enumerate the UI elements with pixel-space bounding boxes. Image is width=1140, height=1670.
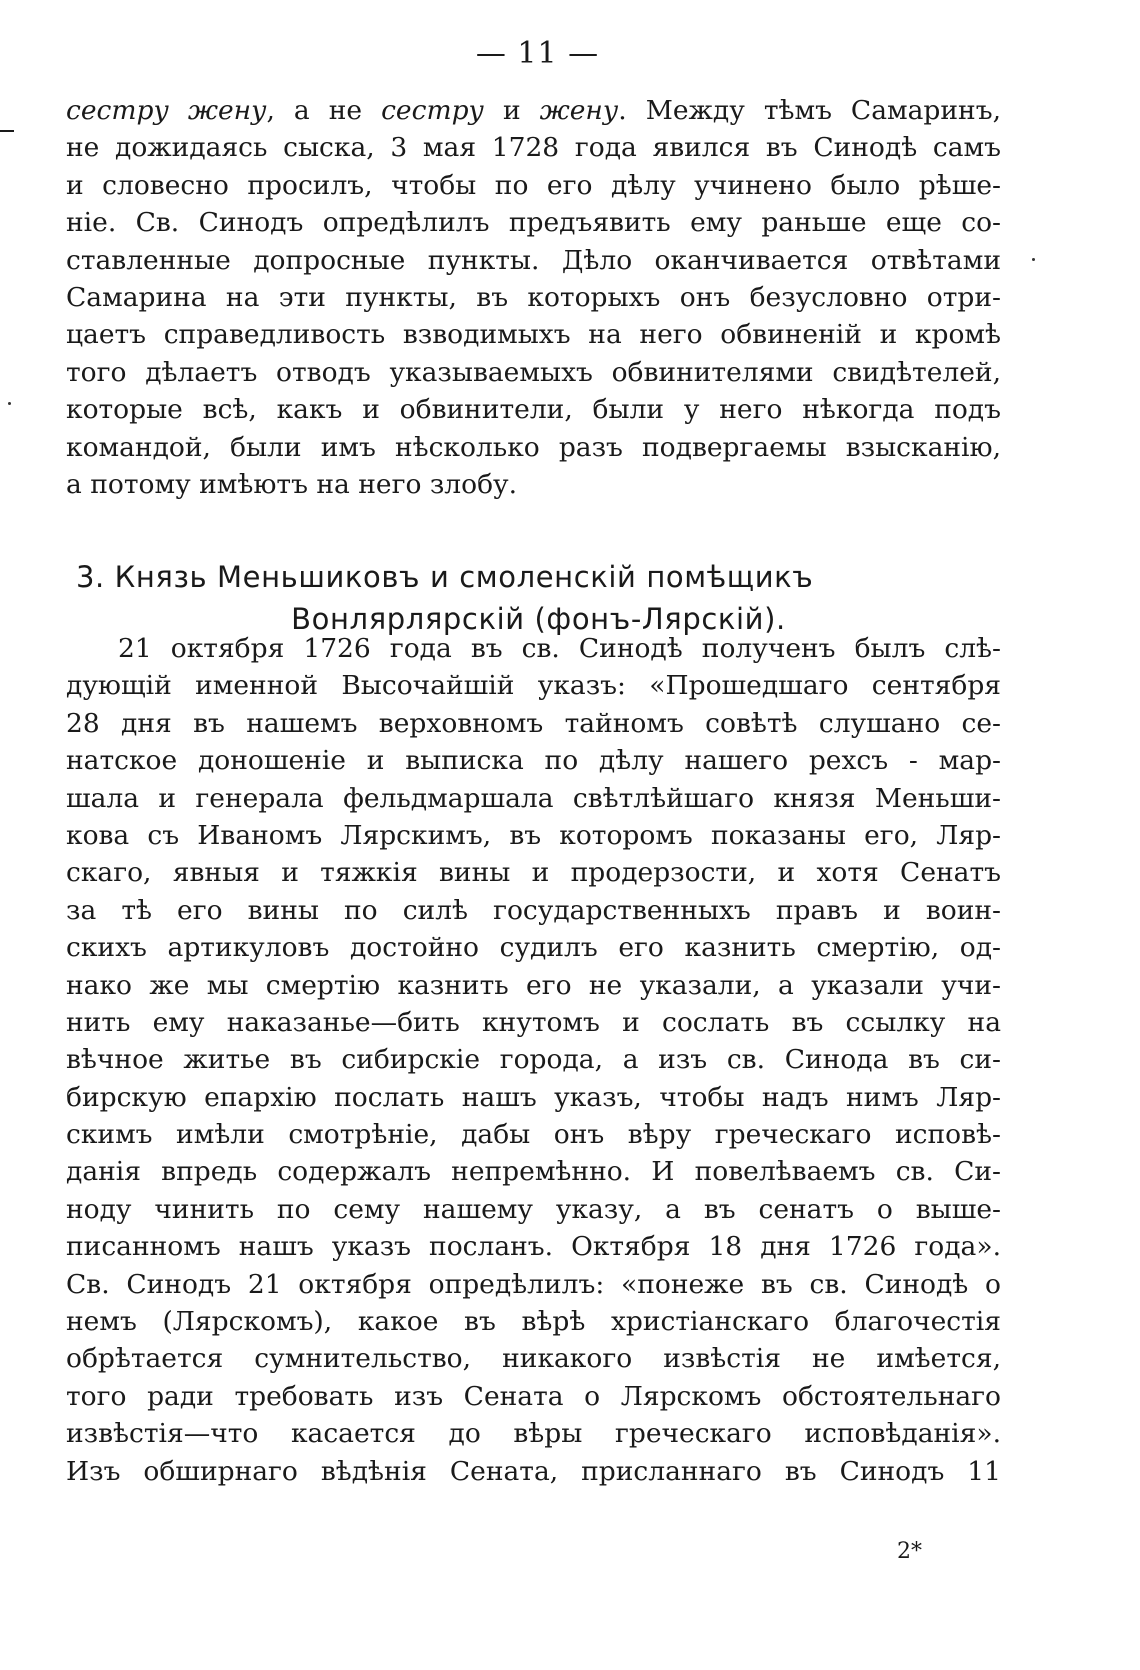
text-line: того ради требовать изъ Сената о Лярскомъ обстоятельнаго — [66, 1380, 1001, 1412]
text-line: Св. Синодъ 21 октября опредѣлилъ: «понеже въ св. Синодѣ о — [66, 1268, 1001, 1300]
italic-phrase: сестру жену — [66, 95, 267, 126]
text-line: натское доношеніе и выписка по дѣлу нашего рехсъ - мар- — [66, 745, 1001, 777]
text-line: извѣстія—что касается до вѣры греческаго исповѣданія». — [66, 1418, 1001, 1450]
section-heading — [66, 556, 1001, 640]
text-line: нако же мы смертію казнить его не указали, а указали учи- — [66, 969, 1001, 1001]
text-fragment: , а не — [266, 95, 382, 126]
text-line: 21 октября 1726 года въ св. Синодѣ полученъ былъ слѣ- — [118, 633, 1001, 664]
text-line: цаетъ справедливость взводимыхъ на него обвиненій и кромѣ — [66, 319, 1001, 351]
italic-phrase: жену — [539, 95, 619, 126]
text-fragment: . Между тѣмъ Самаринъ, — [618, 95, 1001, 126]
text-line: ставленные допросные пункты. Дѣло оканчивается отвѣтами — [66, 244, 1001, 276]
text-line: которые всѣ, какъ и обвинители, были у него нѣкогда подъ — [66, 394, 1001, 426]
text-line: нить ему наказанье—бить кнутомъ и сослать въ ссылку на — [66, 1006, 1001, 1038]
text-line: скимъ имѣли смотрѣніе, дабы онъ вѣру греческаго исповѣ- — [66, 1119, 1001, 1151]
paragraph-main — [66, 630, 1001, 1490]
text-line: писанномъ нашъ указъ посланъ. Октября 18 дня 1726 года». — [66, 1231, 1001, 1263]
printer-signature: 2* — [897, 1539, 922, 1564]
text-line: скихъ артикуловъ достойно судилъ его казнить смертію, од- — [66, 932, 1001, 964]
text-line: ноду чинить по сему нашему указу, а въ сенатъ о выше- — [66, 1193, 1001, 1225]
text-line: немъ (Лярскомъ), какое въ вѣрѣ христіанскаго благочестія — [66, 1306, 1001, 1338]
text-line: за тѣ его вины по силѣ государственныхъ правъ и воин- — [66, 894, 1001, 926]
text-line: Изъ обширнаго вѣдѣнія Сената, присланнаго въ Синодъ 11 — [66, 1455, 1001, 1487]
text-line — [66, 92, 1001, 129]
text-line: того дѣлаетъ отводъ указываемыхъ обвинителями свидѣтелей, — [66, 356, 1001, 388]
heading-line: Вонлярлярскій (фонъ-Лярскій). — [291, 602, 786, 636]
margin-mark — [0, 130, 14, 132]
text-line: 28 дня въ нашемъ верховномъ тайномъ совѣтѣ слушано се- — [66, 707, 1001, 739]
heading-line: 3. Князь Меньшиковъ и смоленскій помѣщикъ — [76, 560, 814, 594]
text-line: не дожидаясь сыска, 3 мая 1728 года явился въ Синодѣ самъ — [66, 132, 1001, 164]
text-line: Самарина на эти пункты, въ которыхъ онъ безусловно отри- — [66, 281, 1001, 313]
text-fragment: и — [483, 95, 540, 126]
text-line: скаго, явныя и тяжкія вины и продерзости, и хотя Сенатъ — [66, 857, 1001, 889]
text-line: вѣчное житье въ сибирскіе города, а изъ св. Синода въ си- — [66, 1044, 1001, 1076]
text-line: и словесно просилъ, чтобы по его дѣлу учинено было рѣше- — [66, 169, 1001, 201]
text-line: кова съ Иваномъ Лярскимъ, въ которомъ показаны его, Ляр- — [66, 819, 1001, 851]
text-line: командой, были имъ нѣсколько разъ подвергаемы взысканію, — [66, 431, 1001, 463]
italic-phrase: сестру — [381, 95, 484, 126]
text-line: дующій именной Высочайшій указъ: «Прошедшаго сентября — [66, 670, 1001, 702]
paragraph-continuation — [66, 92, 1001, 503]
text-line: шала и генерала фельдмаршала свѣтлѣйшаго князя Меньши- — [66, 782, 1001, 814]
text-line: обрѣтается сумнительство, никакого извѣстія не имѣется, — [66, 1343, 1001, 1375]
page-number: — 11 — — [475, 36, 600, 71]
text-line: данія впредь содержалъ непремѣнно. И повелѣваемъ св. Си- — [66, 1156, 1001, 1188]
speck-mark — [1032, 258, 1035, 261]
text-line: бирскую епархію послать нашъ указъ, чтобы надъ нимъ Ляр- — [66, 1081, 1001, 1113]
text-line: а потому имѣютъ на него злобу. — [66, 468, 518, 500]
speck-mark — [8, 402, 11, 405]
text-line: ніе. Св. Синодъ опредѣлилъ предъявить ему раньше еще со- — [66, 207, 1001, 239]
